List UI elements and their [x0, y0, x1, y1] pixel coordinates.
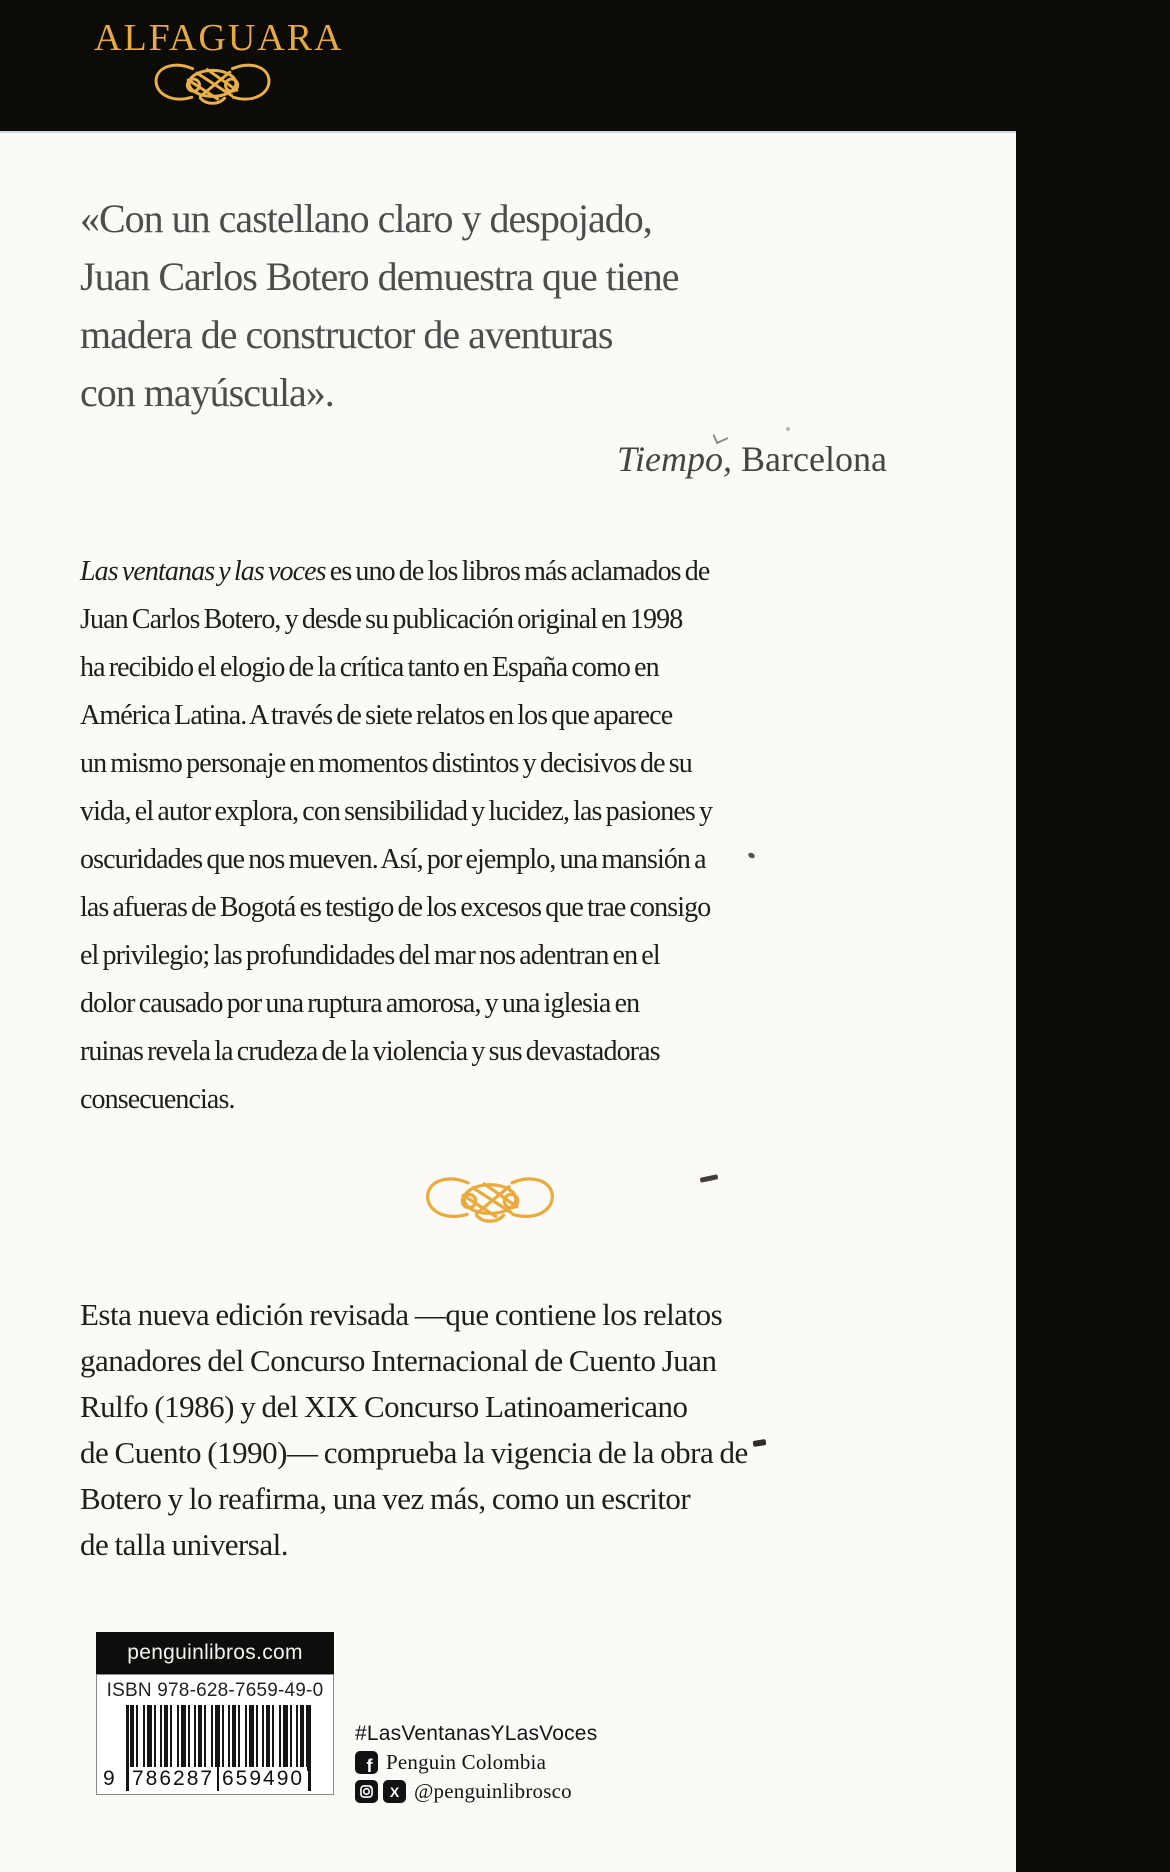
edition-note-line: Rulfo (1986) y del XIX Concurso Latinoamericano — [80, 1389, 688, 1424]
synopsis-line-text: es uno de los libros más aclamados de — [325, 556, 710, 587]
synopsis-line: consecuencias. — [80, 1084, 235, 1115]
synopsis-line: el privilegio; las profundidades del mar nos adentran en el — [80, 940, 660, 971]
publisher-logo-text: ALFAGUARA — [94, 17, 344, 59]
press-quote-line: con mayúscula». — [80, 370, 334, 415]
facebook-account-label: Penguin Colombia — [386, 1750, 547, 1774]
edition-note-line: Esta nueva edición revisada —que contiene los relatos — [80, 1297, 723, 1332]
social-handle-label: @penguinlibrosco — [414, 1779, 572, 1803]
facebook-row — [355, 1750, 546, 1775]
page-top-edge — [0, 131, 1016, 133]
press-quote-line: madera de constructor de aventuras — [80, 312, 613, 357]
press-quote-line: «Con un castellano claro y despojado, — [80, 196, 652, 241]
synopsis-line: un mismo personaje en momentos distintos y decisivos de su — [80, 748, 692, 779]
barcode-digit-group: 659490 — [219, 1767, 307, 1791]
barcode-guard-bar — [308, 1705, 311, 1791]
quote-source-city: Barcelona — [732, 439, 887, 479]
synopsis-line: América Latina. A través de siete relatos en los que aparece — [80, 700, 673, 731]
synopsis-line: Juan Carlos Botero, y desde su publicación original en 1998 — [80, 604, 683, 635]
edition-note-line: ganadores del Concurso Internacional de Cuento Juan — [80, 1343, 717, 1378]
press-quote — [80, 190, 678, 422]
synopsis-line: dolor causado por una ruptura amorosa, y una iglesia en — [80, 988, 640, 1019]
isbn-number: ISBN 978-628-7659-49-0 — [106, 1680, 324, 1701]
book-hashtag: #LasVentanasYLasVoces — [355, 1722, 598, 1745]
quote-source-publication: Tiempo, — [617, 439, 733, 479]
edition-note-paragraph — [80, 1292, 748, 1568]
alfaguara-knot-icon — [150, 60, 275, 112]
press-quote-line: Juan Carlos Botero demuestra que tiene — [80, 254, 679, 299]
synopsis-line: ha recibido el elogio de la crítica tanto en España como en — [80, 652, 659, 683]
instagram-icon — [355, 1780, 378, 1803]
synopsis-line — [80, 548, 712, 596]
press-quote-source — [617, 438, 887, 480]
edition-note-line: de talla universal. — [80, 1527, 288, 1562]
barcode-digit-group: 786287 — [129, 1767, 217, 1791]
publisher-website: penguinlibros.com — [96, 1632, 334, 1674]
barcode-digit-group: 9 — [100, 1767, 120, 1791]
isbn-barcode-box — [96, 1674, 334, 1795]
synopsis-line: vida, el autor explora, con sensibilidad y lucidez, las pasiones y — [80, 796, 713, 827]
synopsis-line: ruinas revela la crudeza de la violencia y sus devastadoras — [80, 1036, 660, 1067]
scan-speck — [786, 427, 790, 431]
facebook-glyph: f — [366, 1756, 373, 1776]
x-glyph: X — [389, 1783, 400, 1800]
alfaguara-knot-ornament — [423, 1173, 557, 1231]
edition-note-line: Botero y lo reafirma, una vez más, como un escritor — [80, 1481, 691, 1516]
book-title: Las ventanas y las voces — [80, 556, 326, 587]
facebook-icon — [355, 1751, 378, 1774]
synopsis-paragraph — [80, 548, 712, 1124]
synopsis-line: oscuridades que nos mueven. Así, por ejemplo, una mansión a — [80, 844, 706, 875]
social-handle-row — [355, 1779, 572, 1804]
x-twitter-icon — [383, 1780, 406, 1803]
synopsis-line: las afueras de Bogotá es testigo de los excesos que trae consigo — [80, 892, 711, 923]
edition-note-line: de Cuento (1990)— comprueba la vigencia de la obra de — [80, 1435, 748, 1470]
